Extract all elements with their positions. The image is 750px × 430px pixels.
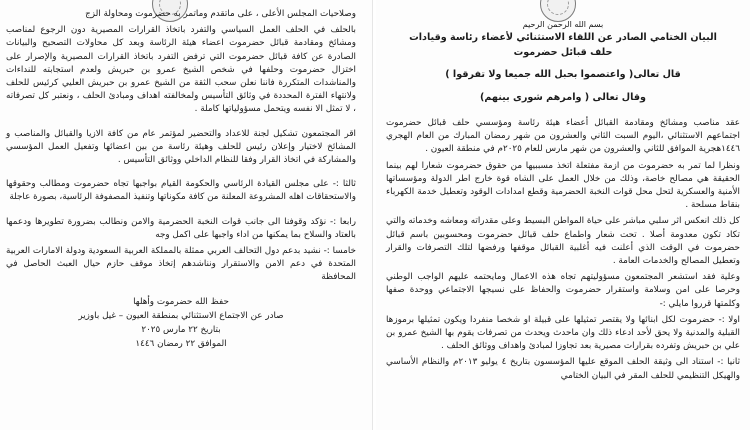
paragraph: بالحلف في الحلف العمل السياسي والتفرد باتخاذ القرارات المصيرية دون الرجوع لمناصب ومشائخ ومقادمة قبائل حضرموت اعضاء هيئة الرئاسة وبعد كل محاولات التصحيح والبيانات الصادرة عن كافة قبائل حضرموت التي ترفض التفرد باتخاذ القرارات المصيرية والإصرار على اختزال حضرموت وحلفها في شخص الشيخ عمرو بن حبريش ولعدم استجابته للنداءات والمناشدات المتكررة فاننا نعلن سحب الثقة من الشيخ عمرو بن حبريش العليي كرئيس للحلف ولانتهاء الفترة المحددة في وثائق التأسيس ولمخالفته اهداف ومبادئ الحلف ، ونعتبر كل تصرفاته ، لا تمثل الا نفسه ويتحمل مسؤولياتها كاملة .	[6, 25, 356, 115]
paragraph: عقد مناصب ومشائخ ومقادمة القبائل أعضاء هيئة رئاسة ومؤسسي حلف قبائل حضرموت اجتماعهم الاستثنائي ،اليوم السبت الثاني والعشرون من شهر رمضان المبارك من العام الهجري ١٤٤٦هجرية الموافق للثاني والعشرون من شهر مارس للعام ٢٠٢٥م في منطقة العيون .	[386, 118, 740, 155]
page-1-column	[386, 0, 740, 386]
paragraph: وصلاحيات المجلس الأعلى ، على ماتقدم وماتمر به حضرموت ومحاولة الزج	[85, 9, 356, 19]
paragraph-first-decision: اولا :- حضرموت لكل ابنائها ولا يقتصر تمثيلها على قبيلة او شخصا منفردا ويكون تمثيلها برموزها القبلية والمدنية ولا يحق لأحد ادعاء ذلك وان ماحدث ويحدث من تصرفات يقوم بها الشيخ عمرو بن علي بن حبريش وتفرده بقرارات مصيرية بعد تجاوزا لمبادئ واهداف ووثائق الحلف .	[386, 314, 740, 352]
paragraph: كل ذلك انعكس اثر سلبي مباشر على حياة المواطن البسيط وعلى مقدراته ومعاشه وخدماته والتي تكاد تكون معدومة أصلا . تحت شعار واطماع حلف قبائل حضرموت ومحسوبين باسم قبائل حضرموت في الوقت الذي أعلنت فيه أغلبية القبائل موقفها ورفضها لتلك التصرفات والقرار وتعطيل المصالح والخدمات العامة .	[386, 216, 740, 267]
basmala: بسم الله الرحمن الرحيم	[522, 20, 604, 29]
quran-verse: قال تعالى( واعتصموا بحبل الله جميعا ولا تفرقوا )	[445, 69, 681, 80]
paragraph-fifth: خامسا :- نشيد بدعم دول التحالف العربي ممثلة بالمملكة العربية السعودية ودولة الامارات العربية المتحدة في دعم الامن والاستقرار ونناشدهم إتخاذ موقف حازم حيال العبث الحاصل في المحافظة	[6, 246, 356, 283]
page-2-column	[6, 0, 356, 351]
title-line: البيان الختامي الصادر عن اللقاء الاستثنائي لأعضاء رئاسة وقيادات	[409, 32, 717, 43]
paragraph-fourth: رابعا :- نؤكد وقوفنا الى جانب قوات النخبة الحضرمية والامن ونطالب بضرورة تطويرها ودعمها بالعتاد والسلاح بما يمكنها من اداء واجبها على اكمل وجه	[6, 216, 356, 240]
closing-line: حفظ الله حضرموت وأهلها	[133, 296, 229, 307]
paragraph-second-decision: ثانيا :- استناد الى وثيقة الحلف الموقع عليها المؤسسون بتاريخ ٤ يوليو ٢٠١٣م والنظام الأساسي والهيكل التنظيمي للحلف المقر في البيان الختامي	[386, 357, 741, 381]
quran-verse: وقال تعالى ( وامرهم شورى بينهم)	[480, 91, 646, 103]
document-page-2	[0, 0, 373, 430]
paragraph: ونظرا لما تمر به حضرموت من ازمة مفتعلة اتخذ مسببيها من حقوق حضرموت شعارا لهم بينما الحقيقة هي مصالح خاصة، وذلك من خلال العمل على الشاه قوة خارج اطر الدولة ومؤسساتها الأمنية والعسكرية لتحل محل قوات النخبة الحضرمية وقطع امدادات الوقود وتعطيل خدمة الكهرباء بنقاط مسلحة .	[386, 160, 740, 211]
paragraph-third: ثالثا :- على مجلس القيادة الرئاسي والحكومة القيام بواجبها تجاه حضرموت ومطالب وحقوقها والاستحقاقات اهله المشروعة المعلنة من كافة مكوناتها وتنفيذ المصفوفة الرئاسية، بصورة عاجلة	[6, 179, 356, 203]
document-title	[386, 31, 740, 60]
document-page-1	[376, 0, 750, 430]
issuer-line: صادر عن الاجتماع الاستثنائي بمنطقة العيون – غيل باوزير	[78, 310, 284, 321]
date-hijri: الموافق ٢٢ رمضان ١٤٤٦	[135, 338, 227, 349]
signature-block	[6, 295, 356, 351]
paragraph: اقر المجتمعون تشكيل لجنة للاعداد والتحضير لمؤتمر عام من كافة الازيا والقبائل والمناصب و المشائخ لاختيار وإعلان رئيس للحلف وهيئة رئاسة من بين اعضائها وتفعيل العمل المؤسسي والمشاركة في اتخاذ القرار وفقا للنظام الداخلي ووثائق التأسيس .	[6, 128, 356, 166]
title-line: حلف قبائل حضرموت	[513, 46, 613, 58]
date-gregorian: بتاريخ ٢٢ مارس ٢٠٢٥	[141, 324, 221, 335]
paragraph: وعلية فقد استشعر المجتمعون مسؤوليتهم تجاه هذه الاعمال ومايحتمه عليهم الواجب الوطني وحرصا على امن وسلامة واستقرار حضرموت والحفاظ على نسيجها الاجتماعي ووحدة صفها وكلمتها قرروا مايلي :-	[386, 272, 740, 309]
